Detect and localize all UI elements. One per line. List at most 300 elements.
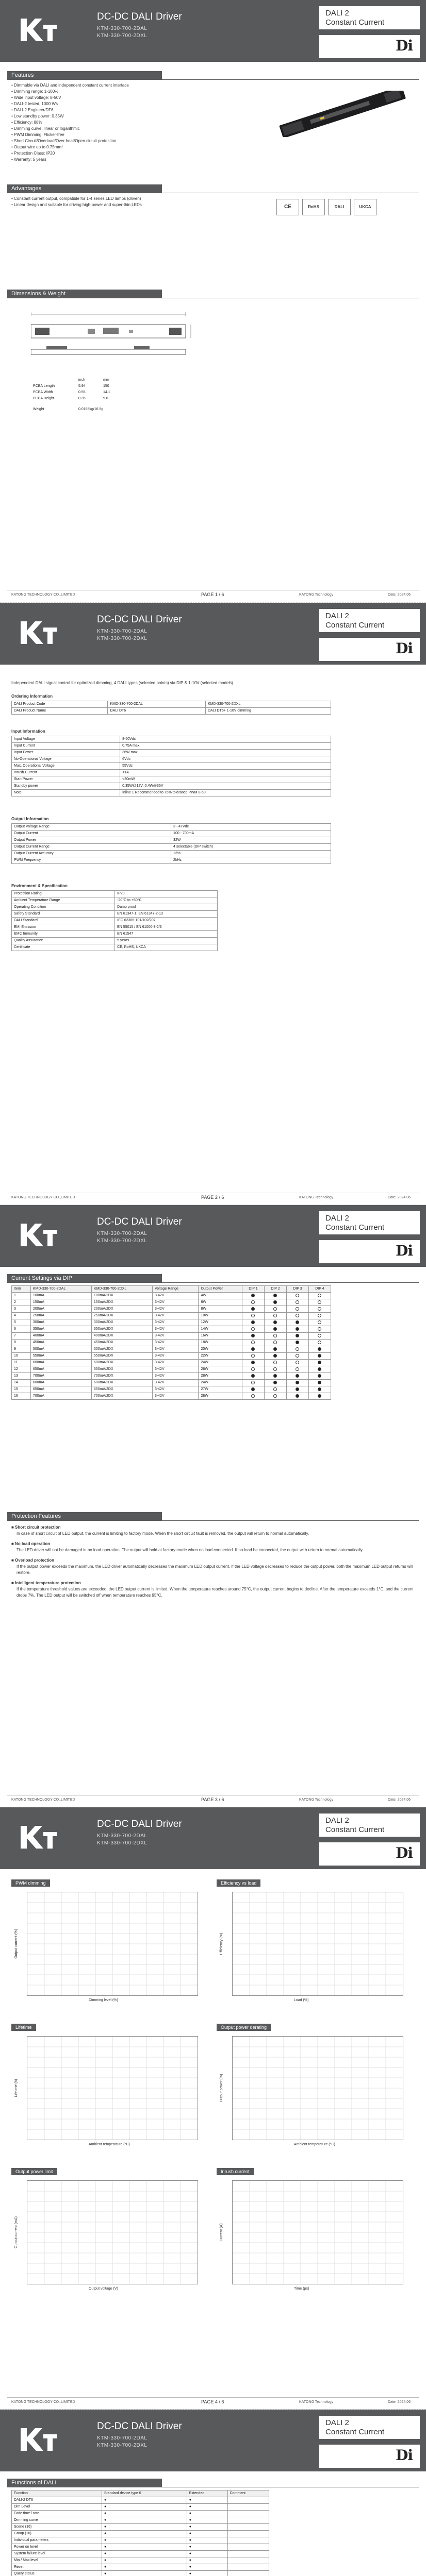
table-cell: Fade time / rate (12, 2511, 102, 2517)
dip-cell (242, 1393, 264, 1400)
table-row (12, 2524, 269, 2531)
table-cell: Power on level (12, 2544, 102, 2551)
table-cell: EN 61347-1, EN 61347-2-13 (115, 911, 218, 918)
protection-item-title: ■ Intelligent temperature protection (11, 1581, 81, 1585)
dip-on-icon (251, 1294, 255, 1297)
feature-item: PWM Dimming: Flicker-free (14, 132, 64, 137)
dip-on-icon (251, 1361, 255, 1364)
table-cell: 4 (12, 1313, 31, 1319)
table-row (12, 783, 331, 790)
table-cell: 13 (12, 1373, 31, 1380)
table-row (12, 743, 331, 750)
dip-cell (264, 1360, 286, 1366)
table-header-cell: Function (12, 2490, 102, 2497)
dip-cell (242, 1380, 264, 1386)
table-cell (227, 2504, 269, 2511)
dip-cell (264, 1340, 286, 1346)
dip-on-icon (318, 1347, 321, 1351)
table-cell: 10 (12, 1353, 31, 1360)
dip-cell (264, 1326, 286, 1333)
table-row (12, 931, 218, 938)
table-header-cell: Output Power (199, 1286, 242, 1293)
dimensions-table: inch mm PCBA Length 5.94 150 PCBA Width 0.55 14.1 PCBA Height 0.35 9.0 Weight 0.0165kg/16.5g (31, 377, 126, 413)
dip-off-icon (273, 1387, 277, 1391)
dip-off-icon (296, 1294, 299, 1297)
table-row (12, 1333, 331, 1340)
table-row (12, 857, 331, 864)
features-list: • Dimmable via DALI and independent constant current interface • Dimming range: 1-100% • Wide input voltage: 8-50V • DALI-2 tested, 1000 Ws • DALI-2 Engineer/DT6 • Low standby power: 0.35W • Efficiency: 88% • Dimming curve: linear or logarithmic • PWM Dimming: Flicker-free • Short Circuit/Overload/Over heat/Open circuit protection • Output wire up to 0.75mm² • Protection Class: IP20 • Warranty: 5 years (11, 83, 129, 162)
table-cell: ● (102, 2537, 187, 2544)
dip-cell (286, 1299, 308, 1306)
dip-cell (286, 1340, 308, 1346)
table-cell: 3-42V (152, 1346, 199, 1353)
dip-on-icon (251, 1334, 255, 1337)
header-title: DC-DC DALI Driver (97, 2421, 182, 2432)
page-3 (0, 1205, 426, 1807)
table-cell: Ambient Temperature Range (12, 897, 115, 904)
table-cell (227, 2551, 269, 2557)
table-row (12, 837, 331, 844)
table-cell: ● (102, 2504, 187, 2511)
table-cell: ● (102, 2511, 187, 2517)
dip-off-icon (251, 1327, 255, 1331)
table-cell: Damp proof (115, 904, 218, 911)
table-cell: Operating Condition (12, 904, 115, 911)
dip-on-icon (318, 1367, 321, 1371)
dip-off-icon (251, 1300, 255, 1304)
table-cell: 0.35W@12V; 0.4W@36V (120, 783, 331, 790)
table-cell: Output Current Accuracy (12, 851, 171, 857)
table-cell: 12W (199, 1319, 242, 1326)
dip-off-icon (251, 1314, 255, 1317)
table-cell: ● (187, 2551, 227, 2557)
table-row (12, 1366, 331, 1373)
dip-on-icon (296, 1374, 299, 1378)
product-photo (268, 91, 413, 137)
table-cell (227, 2511, 269, 2517)
table-row (12, 897, 218, 904)
table-cell: Group (16) (12, 2531, 102, 2537)
table-row (12, 776, 331, 783)
weight-value: 0.0165kg/16.5g (78, 408, 104, 411)
dip-off-icon (273, 1307, 277, 1311)
table-cell: Safety Standard (12, 911, 115, 918)
dip-on-icon (318, 1381, 321, 1384)
page-header: DC-DC DALI Driver KTM-330-700-2DAL KTM-330-700-2DXL DALI 2 Constant Current Di (0, 2410, 426, 2471)
graph-title: Output power derating (217, 2024, 271, 2031)
dip-cell (264, 1386, 286, 1393)
dip-cell (242, 1326, 264, 1333)
table-row (12, 2511, 269, 2517)
table-cell: 16W (199, 1333, 242, 1340)
table-cell: 3-42V (152, 1319, 199, 1326)
table-cell: KMD-330-700-2DXL (206, 701, 331, 708)
dip-cell (308, 1386, 331, 1393)
table-cell: 0.75A max. (120, 743, 331, 750)
table-cell: EN 55015 / EN 61000-3-2/3 (115, 924, 218, 931)
table-cell: Note (12, 790, 120, 796)
table-row (12, 1353, 331, 1360)
table-cell: DALI DT6+ 1-10V dimming (206, 708, 331, 715)
table-row (12, 756, 331, 763)
dip-on-icon (296, 1327, 299, 1331)
page-footer: KATONG TECHNOLOGY CO.,LIMITED PAGE 4 / 6 KATONG Technology Date: 2024.06 (0, 2394, 426, 2410)
graph-xlabel: Ambient temperature (°C) (294, 2143, 335, 2146)
dip-on-icon (273, 1300, 277, 1304)
dip-cell (242, 1353, 264, 1360)
table-cell: Dim Level (12, 2504, 102, 2511)
table-header-cell: DIP 2 (264, 1286, 286, 1293)
advantage-item: Constant current output, compatible for 1-4 series LED lamps (driven) (14, 196, 141, 201)
output-table (11, 823, 331, 864)
page-header: DC-DC DALI Driver KTM-330-700-2DAL KTM-330-700-2DXL DALI 2 Constant Current Di (0, 1205, 426, 1267)
output-title: Output Information (11, 817, 49, 821)
di-mark: Di (319, 1842, 420, 1866)
dip-off-icon (296, 1354, 299, 1358)
table-cell: 14 (12, 1380, 31, 1386)
table-cell: Quality Assurance (12, 938, 115, 944)
table-header-cell: DIP 4 (308, 1286, 331, 1293)
divider (7, 79, 419, 80)
table-row (12, 708, 331, 715)
table-row (12, 1393, 331, 1400)
table-cell: 3-42V (152, 1306, 199, 1313)
graph-ylabel: Output current (mA) (14, 2216, 18, 2248)
table-cell: <30mW (120, 776, 331, 783)
table-cell: 55Vdc (120, 763, 331, 770)
table-cell: DALI Standard (12, 918, 115, 924)
protection-item-title: ■ Short circuit protection (11, 1525, 61, 1530)
dip-on-icon (296, 1334, 299, 1337)
graph-grid (233, 2037, 403, 2140)
table-cell: 100mA/2DX (91, 1293, 152, 1299)
dip-cell (286, 1360, 308, 1366)
dip-cell (242, 1373, 264, 1380)
page-footer: KATONG TECHNOLOGY CO.,LIMITED PAGE 3 / 6 KATONG Technology Date: 2024.06 (0, 1792, 426, 1807)
table-cell: 600mA (30, 1360, 91, 1366)
dip-cell (264, 1353, 286, 1360)
dip-cell (286, 1386, 308, 1393)
dip-cell (308, 1313, 331, 1319)
di-mark-text: Di (396, 37, 413, 54)
dip-off-icon (251, 1367, 255, 1371)
table-row (12, 851, 331, 857)
table-cell: 500mA/2DX (91, 1346, 152, 1353)
dip-cell (286, 1306, 308, 1313)
header-model-2: KTM-330-700-2DXL (97, 33, 148, 39)
table-cell: 600mA/2DX (91, 1380, 152, 1386)
table-row (12, 918, 218, 924)
graph-title: Lifetime (11, 2024, 36, 2031)
table-header-cell: Standard device type 6 (102, 2490, 187, 2497)
dip-off-icon (251, 1394, 255, 1398)
table-cell: 650mA/2DX (91, 1366, 152, 1373)
table-cell: 150mA/2DX (91, 1299, 152, 1306)
table-cell: DALI Product Name (12, 708, 108, 715)
header-category: DALI 2 Constant Current (319, 1814, 420, 1837)
di-mark: Di (319, 638, 420, 661)
table-cell: 27W (199, 1386, 242, 1393)
graph-xlabel: Dimming level (%) (89, 1998, 118, 2002)
advantages-title: Advantages (7, 184, 162, 193)
header-category (319, 6, 420, 29)
graph-frame (27, 2180, 198, 2284)
table-row (12, 938, 218, 944)
table-row (12, 2497, 269, 2504)
dip-cell (308, 1319, 331, 1326)
table-cell: 150mA (30, 1299, 91, 1306)
table-cell: EMC Immunity (12, 931, 115, 938)
feature-item: Efficiency: 88% (14, 120, 42, 125)
dip-cell (286, 1380, 308, 1386)
di-mark (319, 35, 420, 58)
table-cell: 3-42V (152, 1380, 199, 1386)
dip-cell (308, 1299, 331, 1306)
table-cell: ● (102, 2551, 187, 2557)
dip-cell (242, 1386, 264, 1393)
table-row (12, 1326, 331, 1333)
table-cell: 9 (12, 1346, 31, 1353)
table-cell: 250mA/2DX (91, 1313, 152, 1319)
table-cell (227, 2557, 269, 2564)
table-cell: Scene (16) (12, 2524, 102, 2531)
table-cell: 7 (12, 1333, 31, 1340)
graph-grid (27, 2037, 198, 2140)
graph-xlabel: Output voltage (V) (89, 2287, 118, 2291)
table-row (12, 2504, 269, 2511)
divider (7, 1520, 419, 1521)
feature-item: DALI-2 Engineer/DT6 (14, 108, 54, 112)
table-cell: 4W (199, 1293, 242, 1299)
dip-cell (286, 1313, 308, 1319)
dip-cell (286, 1366, 308, 1373)
feature-item: Dimming curve: linear or logarithmic (14, 126, 80, 131)
table-row (12, 763, 331, 770)
features-title: Features (7, 71, 162, 79)
graph-ylabel: Output power (%) (220, 2074, 223, 2103)
table-cell: KMD-330-700-2DAL (108, 701, 206, 708)
table-cell (227, 2537, 269, 2544)
table-header-cell: Extended (187, 2490, 227, 2497)
table-row (12, 2571, 269, 2576)
table-cell: 32W (171, 837, 331, 844)
table-cell: 200mA/2DX (91, 1306, 152, 1313)
dip-on-icon (251, 1374, 255, 1378)
table-cell (227, 2524, 269, 2531)
table-cell: ● (187, 2524, 227, 2531)
current-settings-table (11, 1285, 331, 1400)
table-cell: 3-42V (152, 1366, 199, 1373)
graph-grid (27, 2181, 198, 2284)
table-row (12, 911, 218, 918)
table-cell: DALI Product Code (12, 701, 108, 708)
dip-on-icon (273, 1347, 277, 1351)
table-header-cell: Comment (227, 2490, 269, 2497)
table-cell: 350mA (30, 1326, 91, 1333)
table-header-cell: KMD-330-700-2DAL (30, 1286, 91, 1293)
graph-ylabel: Lifetime (h) (14, 2079, 18, 2097)
dip-off-icon (273, 1314, 277, 1317)
dip-on-icon (251, 1307, 255, 1311)
dip-off-icon (251, 1381, 255, 1384)
table-cell (227, 2497, 269, 2504)
table-cell: 5 years (115, 938, 218, 944)
graph-ylabel: Efficiency (%) (220, 1933, 223, 1955)
dip-cell (308, 1346, 331, 1353)
dip-cell (242, 1306, 264, 1313)
intro-text: Independent DALI signal control for optimized dimming, 4 DALI types (selected points) via DIP & 1-10V (selected models) (11, 681, 233, 685)
dip-cell (264, 1313, 286, 1319)
table-cell: 14W (199, 1326, 242, 1333)
dip-off-icon (318, 1300, 321, 1304)
table-cell: 3-42V (152, 1393, 199, 1400)
table-header-cell: KMD-330-700-2DXL (91, 1286, 152, 1293)
dip-on-icon (296, 1394, 299, 1398)
dip-on-icon (296, 1320, 299, 1324)
table-row (12, 1373, 331, 1380)
table-cell: 2 (12, 1299, 31, 1306)
table-row (12, 1360, 331, 1366)
graph-frame (27, 2036, 198, 2140)
table-cell: ● (187, 2517, 227, 2524)
katong-logo-icon (18, 14, 59, 45)
table-row (12, 1346, 331, 1353)
table-header-row (12, 2490, 269, 2497)
table-cell: ● (102, 2557, 187, 2564)
table-header-cell: DIP 1 (242, 1286, 264, 1293)
table-cell: 2kHz (171, 857, 331, 864)
table-cell: ● (102, 2571, 187, 2576)
graph-xlabel: Ambient temperature (°C) (89, 2143, 130, 2146)
dip-off-icon (273, 1367, 277, 1371)
dip-off-icon (296, 1307, 299, 1311)
table-cell: -20°C to +50°C (115, 897, 218, 904)
dip-cell (242, 1340, 264, 1346)
graph-xlabel: Time (µs) (294, 2287, 309, 2291)
note-text: If the temperature threshold values are exceeded, the LED output current is limited. When the temperature reaches around 75°C, the output current begins to decline. After the temperature exceeds 1°C, and the current drops 7%. The LED output will be switched off when temperature reaches 95°C. (17, 1587, 414, 1598)
page-5 (0, 2409, 426, 2576)
table-cell: 100 - 700mA (171, 831, 331, 837)
dip-on-icon (273, 1354, 277, 1358)
dip-cell (308, 1366, 331, 1373)
table-cell: 700mA/2DX (91, 1393, 152, 1400)
dip-cell (242, 1299, 264, 1306)
table-row (12, 701, 331, 708)
table-row (12, 1380, 331, 1386)
dip-cell (242, 1346, 264, 1353)
table-cell: ● (187, 2537, 227, 2544)
table-cell: ● (102, 2531, 187, 2537)
input-title: Input Information (11, 729, 45, 734)
feature-item: Output wire up to 0.75mm² (14, 145, 63, 149)
table-cell: 8-50Vdc (120, 736, 331, 743)
dip-on-icon (318, 1394, 321, 1398)
table-cell: 1 (12, 1293, 31, 1299)
dip-cell (264, 1366, 286, 1373)
category-line-1: DALI 2 (325, 9, 349, 18)
table-cell: Standby power (12, 783, 120, 790)
dip-on-icon (251, 1387, 255, 1391)
table-row (12, 1386, 331, 1393)
env-table (11, 890, 218, 951)
table-cell: 3-42V (152, 1313, 199, 1319)
table-cell: 250mA (30, 1313, 91, 1319)
table-cell: Output Current (12, 831, 171, 837)
table-cell: 3-42V (152, 1326, 199, 1333)
graph-grid (27, 1892, 198, 1995)
table-cell: 600mA (30, 1380, 91, 1386)
dip-cell (308, 1380, 331, 1386)
header-model-1: KTM-330-700-2DAL (97, 26, 148, 31)
table-cell: 3-42V (152, 1340, 199, 1346)
graph-frame (27, 1892, 198, 1996)
table-cell: ● (187, 2497, 227, 2504)
table-cell: 600mA/2DX (91, 1360, 152, 1366)
table-cell: 100mA (30, 1293, 91, 1299)
dip-on-icon (273, 1294, 277, 1297)
dip-cell (286, 1373, 308, 1380)
dip-off-icon (251, 1354, 255, 1358)
table-cell: ● (187, 2564, 227, 2571)
table-cell: 3 - 47Vdc (171, 824, 331, 831)
dimension-drawing (31, 309, 206, 371)
header-title: DC-DC DALI Driver (97, 614, 182, 625)
table-cell: ● (102, 2544, 187, 2551)
table-cell: 36W max. (120, 750, 331, 756)
page-1 (0, 0, 426, 602)
dip-cell (308, 1373, 331, 1380)
table-cell: 350mA/2DX (91, 1326, 152, 1333)
protection-title: Protection Features (7, 1512, 162, 1520)
dip-off-icon (318, 1320, 321, 1324)
table-cell: Inrush Current (12, 770, 120, 776)
table-cell: 20W (199, 1346, 242, 1353)
feature-item: Dimmable via DALI and independent constant current interface (14, 83, 129, 88)
category-line-2: Constant Current (325, 18, 385, 27)
feature-item: DALI-2 tested, 1000 Ws (14, 101, 58, 106)
table-cell: System failure level (12, 2551, 102, 2557)
table-cell: 3-42V (152, 1293, 199, 1299)
ce-cert-icon: CE (276, 199, 299, 215)
dip-cell (308, 1360, 331, 1366)
table-row (12, 2557, 269, 2564)
table-cell: 200mA (30, 1306, 91, 1313)
table-cell: 28W (199, 1373, 242, 1380)
dip-off-icon (273, 1334, 277, 1337)
dip-cell (264, 1380, 286, 1386)
table-cell: 300mA (30, 1319, 91, 1326)
dip-cell (286, 1393, 308, 1400)
table-cell: IEC 62386-101/102/207 (115, 918, 218, 924)
table-cell: 28W (199, 1393, 242, 1400)
table-cell (227, 2517, 269, 2524)
table-cell: ● (102, 2497, 187, 2504)
table-cell: 6W (199, 1299, 242, 1306)
table-row (12, 2517, 269, 2524)
dip-cell (264, 1306, 286, 1313)
note-text: The LED driver will not be damaged in no load operation. The output will hold at factory mode when no load connected. If no load be connected, the output with return to normal automatically. (17, 1548, 364, 1552)
dip-off-icon (318, 1334, 321, 1337)
table-header-cell: Voltage Range (152, 1286, 199, 1293)
graph-frame (232, 2036, 403, 2140)
dip-cell (308, 1333, 331, 1340)
table-row (12, 2537, 269, 2544)
ukca-cert-icon: UKCA (354, 199, 376, 215)
header-category: DALI 2 Constant Current (319, 1211, 420, 1234)
table-cell: 3-42V (152, 1333, 199, 1340)
dip-off-icon (273, 1341, 277, 1344)
table-cell: Output Power (12, 837, 171, 844)
